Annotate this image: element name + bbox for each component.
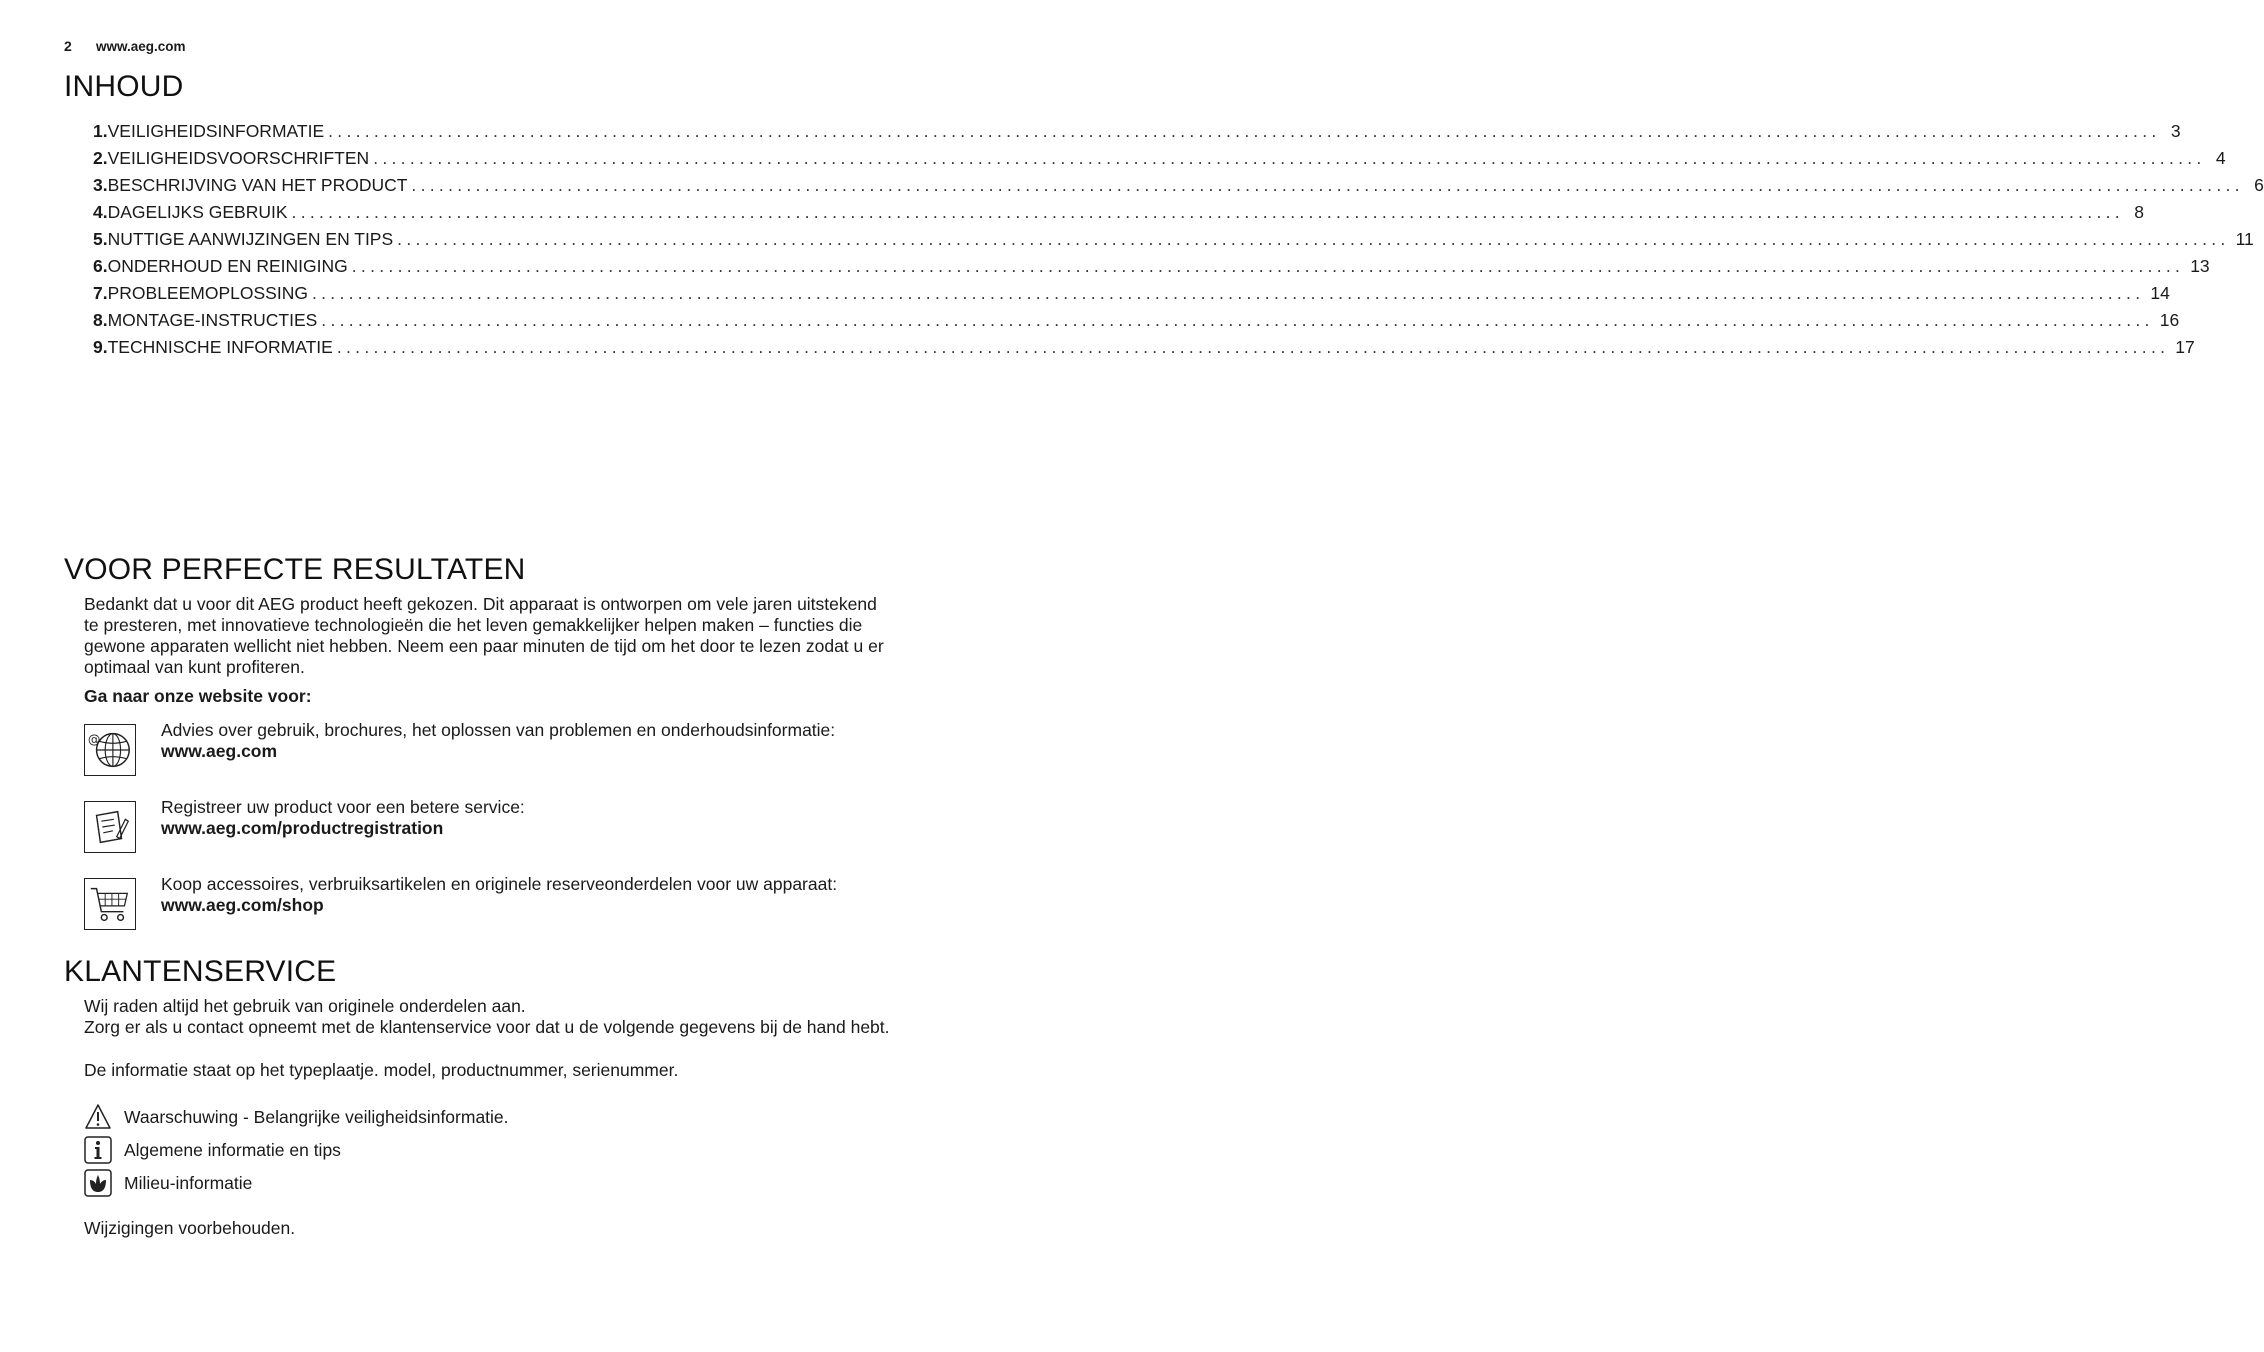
toc-item-leader: ........................................................................................................................................................................................................	[328, 121, 2161, 141]
toc-item[interactable]	[93, 310, 2180, 337]
toc-item-number: 3.	[93, 175, 108, 195]
toc-item-leader: ........................................................................................................................................................................................................	[373, 148, 2206, 168]
toc-item-title: PROBLEEMOPLOSSING	[107, 283, 308, 303]
toc-item-leader: ........................................................................................................................................................................................................	[291, 202, 2124, 222]
toc-item[interactable]	[93, 175, 2264, 202]
toc-item-page: 4	[2215, 148, 2226, 168]
toc-item-number: 2.	[93, 148, 108, 168]
web-item-shop-text: Koop accessoires, verbruiksartikelen en originele reserveonderdelen voor uw apparaat:	[161, 874, 838, 894]
legend-environment	[84, 1169, 252, 1197]
info-icon	[84, 1136, 112, 1164]
legend-info	[84, 1136, 341, 1164]
changes-reserved: Wijzigingen voorbehouden.	[84, 1218, 296, 1238]
registration-form-icon	[84, 801, 136, 853]
toc-item-title: ONDERHOUD EN REINIGING	[107, 256, 348, 276]
toc-item[interactable]	[93, 337, 2195, 364]
svg-text:@: @	[87, 731, 101, 747]
toc-item-title: BESCHRIJVING VAN HET PRODUCT	[107, 175, 408, 195]
toc-item-leader: ........................................................................................................................................................................................................	[311, 283, 2145, 303]
toc-heading: INHOUD	[64, 70, 184, 103]
header-url[interactable]: www.aeg.com	[96, 39, 186, 54]
toc-item-page: 14	[2150, 283, 2170, 303]
toc-item-page: 8	[2134, 202, 2144, 222]
toc-item-leader: ........................................................................................................................................................................................................	[397, 229, 2230, 249]
toc-item-title: VEILIGHEIDSINFORMATIE	[107, 121, 325, 141]
web-link-productregistration[interactable]: www.aeg.com/productregistration	[161, 818, 444, 838]
toc-item-leader: ........................................................................................................................................................................................................	[411, 175, 2244, 195]
toc-item[interactable]	[93, 202, 2144, 229]
toc-item-number: 6.	[93, 256, 108, 276]
toc-item-leader: ........................................................................................................................................................................................................	[336, 337, 2170, 357]
toc-item-page: 6	[2254, 175, 2264, 195]
table-of-contents	[93, 121, 2264, 364]
legend-warning-text: Waarschuwing - Belangrijke veiligheidsinformatie.	[124, 1106, 509, 1127]
toc-item-number: 8.	[93, 310, 108, 330]
web-link-aeg[interactable]: www.aeg.com	[161, 741, 278, 761]
toc-item[interactable]	[93, 256, 2210, 283]
toc-item-leader: ........................................................................................................................................................................................................	[351, 256, 2185, 276]
toc-item-number: 7.	[93, 283, 108, 303]
results-heading: VOOR PERFECTE RESULTATEN	[64, 553, 526, 586]
web-link-shop[interactable]: www.aeg.com/shop	[161, 895, 324, 915]
service-line-2: Zorg er als u contact opneemt met de klantenservice voor dat u de volgende gegevens bij de hand hebt.	[84, 1017, 890, 1037]
toc-item-page: 11	[2235, 229, 2254, 249]
toc-item-title: TECHNISCHE INFORMATIE	[107, 337, 333, 357]
toc-item-title: NUTTIGE AANWIJZINGEN EN TIPS	[107, 229, 394, 249]
toc-item-page: 16	[2159, 310, 2180, 330]
toc-item-title: DAGELIJKS GEBRUIK	[107, 202, 288, 222]
toc-item-title: MONTAGE-INSTRUCTIES	[107, 310, 318, 330]
shopping-cart-icon	[84, 878, 136, 930]
toc-item-number: 5.	[93, 229, 108, 249]
legend-warning	[84, 1103, 509, 1131]
service-line-1: Wij raden altijd het gebruik van originele onderdelen aan.	[84, 996, 526, 1016]
toc-item-number: 9.	[93, 337, 108, 357]
toc-item[interactable]	[93, 121, 2181, 148]
legend-info-text: Algemene informatie en tips	[124, 1139, 341, 1160]
web-item-advice-text: Advies over gebruik, brochures, het oplossen van problemen en onderhoudsinformatie:	[161, 720, 836, 740]
toc-item-number: 1.	[93, 121, 108, 141]
toc-item[interactable]	[93, 229, 2254, 256]
environment-icon	[84, 1169, 112, 1197]
warning-triangle-icon	[84, 1103, 112, 1131]
results-intro: Bedankt dat u voor dit AEG product heeft gekozen. Dit apparaat is ontworpen om vele jaren uitstekend te presteren, met innovatieve technologieën die het leven gemakkelijker helpen maken – functies die gewone apparaten wellicht niet hebben. Neem een paar minuten de tijd om het door te lezen zodat u er optimaal van kunt profiteren.	[84, 594, 884, 677]
toc-item-title: VEILIGHEIDSVOORSCHRIFTEN	[107, 148, 370, 168]
page-number: 2	[64, 38, 72, 54]
toc-item-leader: ........................................................................................................................................................................................................	[321, 310, 2154, 330]
website-label: Ga naar onze website voor:	[84, 686, 312, 706]
toc-item-page: 17	[2175, 337, 2195, 357]
toc-item[interactable]	[93, 148, 2226, 175]
service-heading: KLANTENSERVICE	[64, 955, 337, 988]
toc-item[interactable]	[93, 283, 2170, 310]
web-item-registration-text: Registreer uw product voor een betere service:	[161, 797, 525, 817]
page-header	[64, 38, 186, 54]
toc-item-number: 4.	[93, 202, 108, 222]
legend-environment-text: Milieu-informatie	[124, 1172, 253, 1193]
toc-item-page: 3	[2170, 121, 2181, 141]
service-line-3: De informatie staat op het typeplaatje. model, productnummer, serienummer.	[84, 1060, 679, 1080]
globe-at-icon	[84, 724, 136, 776]
toc-item-page: 13	[2190, 256, 2210, 276]
